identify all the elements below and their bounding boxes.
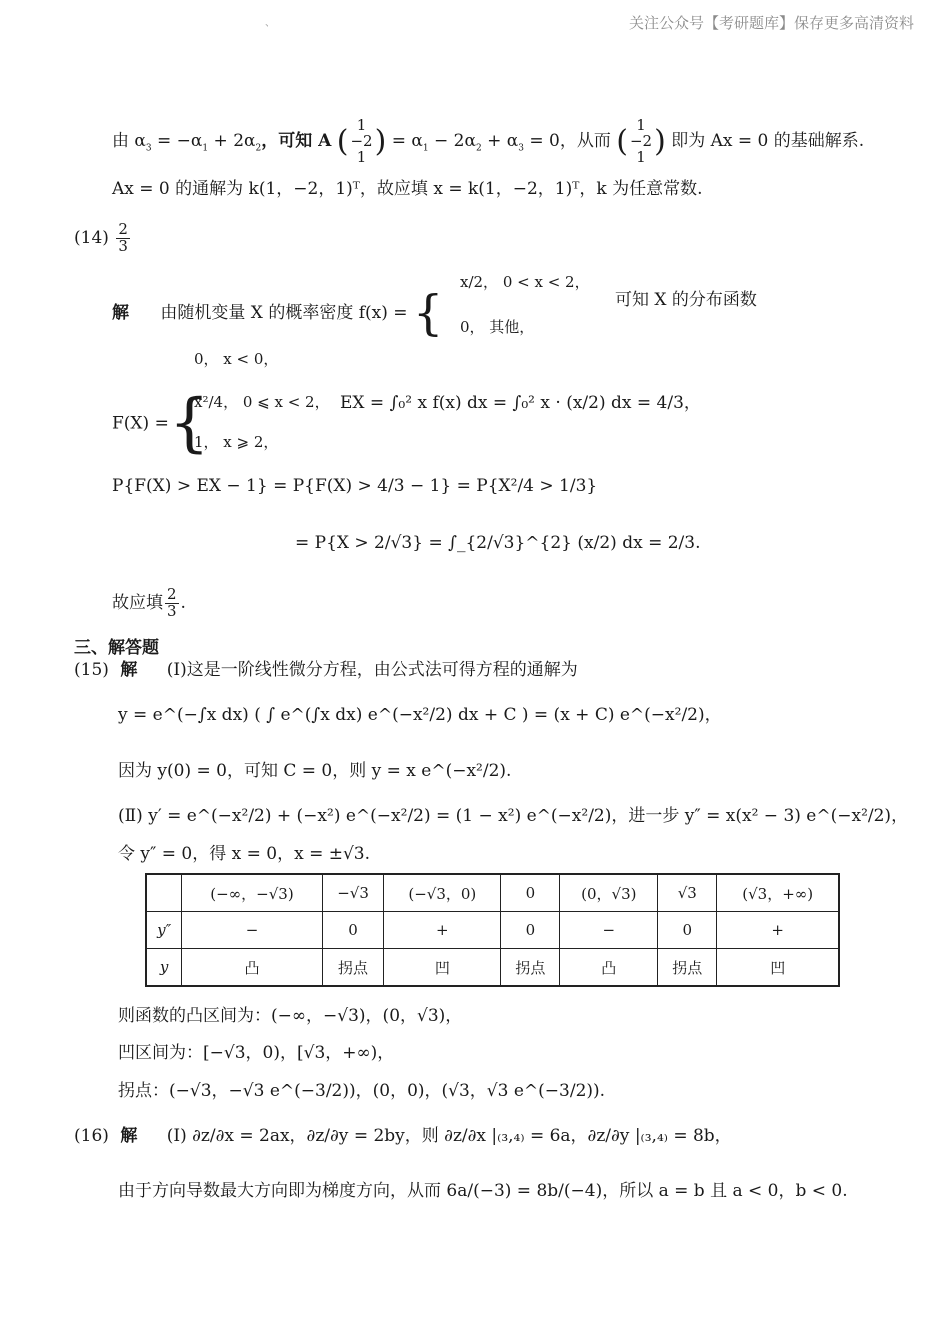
q14-F-left: F(X) ={ <box>112 386 210 460</box>
table-row: y 凸 拐点 凹 拐点 凸 拐点 凹 <box>146 949 839 987</box>
q14-fill: 故应填 $\frac{2}{3}$ . <box>112 585 186 620</box>
q14-answer <box>74 222 132 255</box>
q15-line3: 因为 y(0) = 0，可知 C = 0，则 y = x e^(−x²/2). <box>118 761 512 781</box>
q14-F-case1: 0， x < 0， <box>194 350 279 368</box>
q15-formula1: y = e^(−∫x dx) ( ∫ e^(∫x dx) e^(−x²/2) dx + C ) = (x + C) e^(−x²/2)， <box>118 705 722 725</box>
q14-density-case1: x/2， 0 < x < 2， <box>460 273 590 291</box>
q15-line5: 令 y″ = 0，得 x = 0，x = ±√3. <box>118 844 371 864</box>
column-vector-1: ( 1 −2 1 ) <box>336 116 387 166</box>
q14-intro: 解 由随机变量 X 的概率密度 f(x) = { <box>112 285 444 341</box>
q14-F-case3: 1， x ⩾ 2， <box>194 433 279 451</box>
q15-part1: (15) 解 (Ⅰ)这是一阶线性微分方程，由公式法可得方程的通解为 <box>74 660 578 680</box>
q14-intro-tail: 可知 X 的分布函数 <box>615 290 757 310</box>
sign-table <box>145 873 840 987</box>
column-vector-2: ( 1 −2 1 ) <box>616 116 666 166</box>
q14-answer-fraction: $\frac{2}{3}$ <box>118 220 128 255</box>
p13-line2: Ax = 0 的通解为 k(1，−2，1)ᵀ，故应填 x = k(1，−2，1)ᵀ，k 为任意常数. <box>112 179 703 199</box>
q14-label: (14) <box>74 227 109 248</box>
q15-concave: 凹区间为：[−√3，0)，[√3，+∞)， <box>118 1043 395 1063</box>
watermark-header: 关注公众号【考研题库】保存更多高清资料 <box>628 14 914 32</box>
q16-line2: 由于方向导数最大方向即为梯度方向，从而 6a/(−3) = 8b/(−4)，所以 a = b 且 a < 0，b < 0. <box>118 1181 848 1201</box>
q14-EX: EX = ∫₀² x f(x) dx = ∫₀² x · (x/2) dx = 4/3， <box>340 393 701 413</box>
q14-P-line2: = P{X > 2/√3} = ∫_{2/√3}^{2} (x/2) dx = 2/3. <box>295 533 701 553</box>
q15-inflection: 拐点：(−√3，−√3 e^(−3/2))，(0，0)，(√3，√3 e^(−3/2)). <box>118 1081 606 1101</box>
scan-mark: 、 <box>265 18 275 29</box>
q15-convex: 则函数的凸区间为：(−∞，−√3)，(0，√3)， <box>118 1006 463 1026</box>
q14-F-case2: x²/4， 0 ⩽ x < 2， <box>194 393 330 411</box>
p13-line1: 由 $\alpha_3 = -\alpha_1 + 2\alpha_2$，可知 A ( 1 −2 1 ) = $\alpha_1 - 2\alpha_2 + \alpha_3 = 0$，从而 ( 1 −2 1 ) 即为 Ax = 0 的基础解系. <box>112 116 865 166</box>
q16-line1: (16) 解 (Ⅰ) ∂z/∂x = 2ax，∂z/∂y = 2by，则 ∂z/∂x |₍₃,₄₎ = 6a，∂z/∂y |₍₃,₄₎ = 8b， <box>74 1126 732 1146</box>
q14-density-case2: 0， 其他， <box>460 318 535 336</box>
q15-line4: (Ⅱ) y′ = e^(−x²/2) + (−x²) e^(−x²/2) = (1 − x²) e^(−x²/2)，进一步 y″ = x(x² − 3) e^(−x²/2)， <box>118 806 909 826</box>
q14-P-line1: P{F(X) > EX − 1} = P{F(X) > 4/3 − 1} = P{X²/4 > 1/3} <box>112 476 598 496</box>
table-header-row: (−∞，−√3) −√3 (−√3，0) 0 (0，√3) √3 (√3，+∞) <box>146 874 839 912</box>
section-title: 三、解答题 <box>74 638 159 658</box>
table-row: y″ − 0 + 0 − 0 + <box>146 912 839 949</box>
